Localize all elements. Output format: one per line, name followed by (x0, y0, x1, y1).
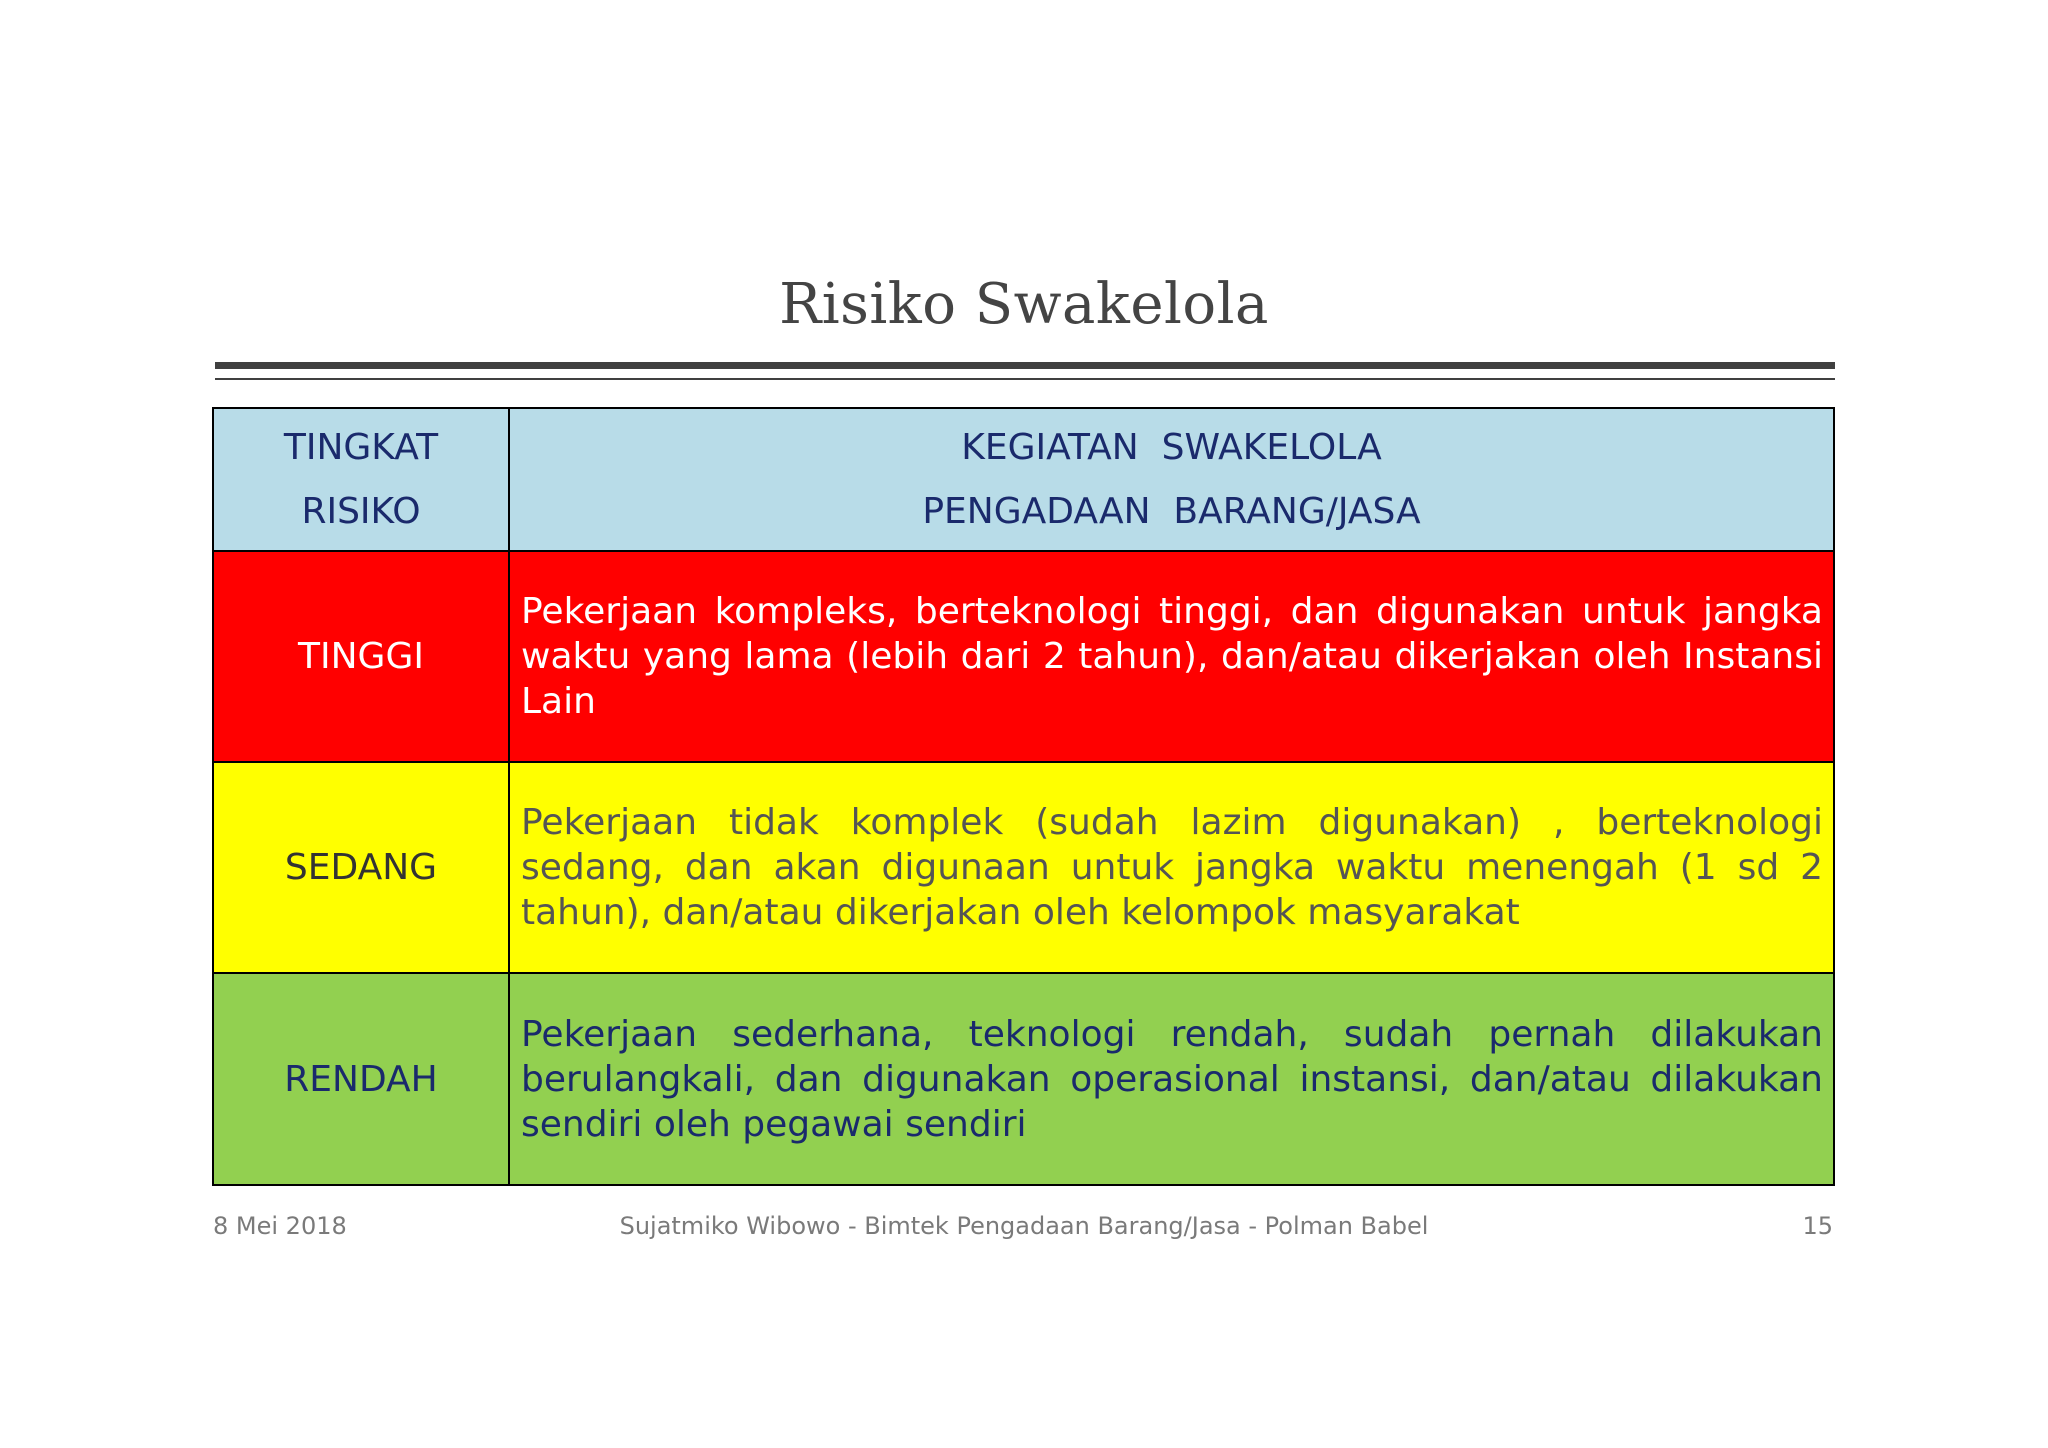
table-header-row (213, 408, 1834, 551)
header-activity-line2: PENGADAAN BARANG/JASA (922, 490, 1421, 532)
risk-level-sedang: SEDANG (213, 762, 509, 973)
activity-description-sedang: Pekerjaan tidak komplek (sudah lazim digunakan) , berteknologi sedang, dan akan digunaan untuk jangka waktu menengah (1 sd 2 tahun), dan/atau dikerjakan oleh kelompok masyarakat (509, 762, 1834, 973)
header-level-line1: TINGKAT (283, 426, 439, 468)
header-activity-line1: KEGIATAN SWAKELOLA (961, 426, 1382, 468)
table-row-tinggi (213, 551, 1834, 762)
activity-description-tinggi: Pekerjaan kompleks, berteknologi tinggi, dan digunakan untuk jangka waktu yang lama (lebih dari 2 tahun), dan/atau dikerjakan oleh Instansi Lain (509, 551, 1834, 762)
title-divider-thick (215, 362, 1835, 369)
risk-level-rendah: RENDAH (213, 973, 509, 1185)
header-level-cell (213, 408, 509, 551)
table-row-rendah (213, 973, 1834, 1185)
title-divider-thin (215, 378, 1835, 380)
header-activity-cell (509, 408, 1834, 551)
table-row-sedang (213, 762, 1834, 973)
risk-table (212, 407, 1835, 1186)
risk-level-tinggi: TINGGI (213, 551, 509, 762)
footer-presenter: Sujatmiko Wibowo - Bimtek Pengadaan Barang/Jasa - Polman Babel (619, 1212, 1429, 1240)
header-level-line2: RISIKO (301, 490, 421, 532)
footer-date: 8 Mei 2018 (213, 1212, 347, 1240)
footer-page-number: 15 (1802, 1212, 1833, 1240)
slide-title: Risiko Swakelola (779, 272, 1269, 337)
activity-description-rendah: Pekerjaan sederhana, teknologi rendah, sudah pernah dilakukan berulangkali, dan digunakan operasional instansi, dan/atau dilakukan sendiri oleh pegawai sendiri (509, 973, 1834, 1185)
